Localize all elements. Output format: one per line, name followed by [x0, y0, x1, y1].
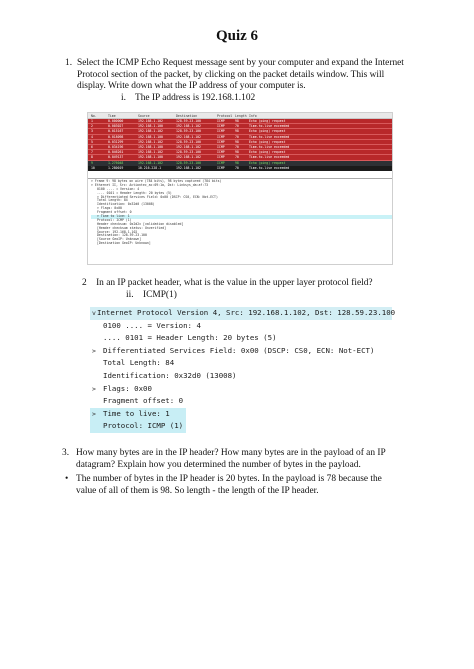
packet-cell-info: Time-to-live exceeded — [249, 124, 290, 129]
packet-cell-dst: 128.59.23.100 — [176, 119, 201, 124]
detail-line[interactable]: [Destination GeoIP: Unknown] — [97, 241, 151, 246]
packet-cell-no: 6 — [91, 145, 93, 150]
question-number: 1. — [65, 58, 73, 68]
packet-cell-proto: ICMP — [217, 134, 225, 139]
packet-cell-len: 98 — [235, 150, 239, 155]
packet-cell-info: Echo (ping) request — [249, 119, 286, 124]
packet-cell-proto: ICMP — [217, 145, 225, 150]
packet-cell-time: 0.046261 — [108, 150, 124, 155]
packet-cell-dst: 128.59.23.100 — [176, 150, 201, 155]
packet-cell-time: 0.034196 — [108, 145, 124, 150]
expand-toggle-icon[interactable]: > — [92, 409, 96, 418]
answer-text: The number of bytes in the IP header is 20 bytes. In the payload is 78 because the value of all of them is 98. So length - the length of the IP header. — [76, 474, 382, 496]
ip-header-line[interactable] — [90, 383, 392, 396]
packet-cell-time: 0.049137 — [108, 155, 124, 160]
packet-cell-proto: ICMP — [217, 139, 225, 144]
ip-header-line[interactable] — [90, 320, 392, 333]
ip-header-line[interactable] — [90, 408, 186, 421]
packet-row[interactable] — [88, 161, 392, 166]
packet-cell-dst: 128.59.23.100 — [176, 129, 201, 134]
packet-cell-src: 192.168.1.102 — [138, 119, 163, 124]
ip-header-text: Protocol: ICMP (1) — [103, 421, 184, 431]
packet-cell-proto: ICMP — [217, 124, 225, 129]
packet-cell-info: Echo (ping) request — [249, 129, 286, 134]
packet-capture-screenshot — [87, 112, 393, 265]
packet-cell-len: 70 — [235, 124, 239, 129]
packet-cell-info: Time-to-live exceeded — [249, 134, 290, 139]
answer-marker: i. — [121, 92, 126, 103]
column-header: No. — [91, 113, 97, 118]
packet-cell-dst: 192.168.1.102 — [176, 155, 201, 160]
question-1 — [65, 58, 407, 104]
question-3-answer — [62, 474, 402, 497]
packet-cell-info: Echo (ping) request — [249, 150, 286, 155]
packet-cell-src: 192.168.1.100 — [138, 145, 163, 150]
question-number: 2 — [82, 278, 87, 288]
ip-header-line[interactable] — [90, 332, 392, 345]
column-header: Info — [249, 113, 257, 118]
packet-cell-info: Time-to-live exceeded — [249, 155, 290, 160]
ip-header-text: Differentiated Services Field: 0x00 (DSCP: CS0, ECN: Not-ECT) — [103, 345, 375, 355]
column-header: Length — [235, 113, 247, 118]
question-number: 3. — [62, 448, 70, 458]
answer-text: The IP address is 192.168.1.102 — [135, 92, 256, 103]
detail-line[interactable]: Source: 192.168.1.102 — [97, 229, 138, 234]
packet-cell-src: 192.168.1.102 — [138, 161, 163, 166]
bullet: • — [65, 474, 69, 484]
ip-header-line[interactable] — [90, 307, 396, 320]
packet-cell-time: 0.003027 — [108, 124, 124, 129]
packet-cell-info: Echo (ping) request — [249, 139, 286, 144]
packet-cell-proto: ICMP — [217, 161, 225, 166]
ip-header-text: Time to live: 1 — [103, 408, 170, 418]
packet-cell-src: 192.168.1.102 — [138, 150, 163, 155]
packet-cell-dst: 128.59.23.100 — [176, 139, 201, 144]
detail-line[interactable]: > Frame 9: 98 bytes on wire (784 bits), 98 bytes captured (784 bits) — [91, 179, 222, 183]
packet-cell-no: 9 — [91, 161, 93, 166]
detail-line[interactable]: Protocol: ICMP (1) — [97, 217, 132, 222]
ip-header-text: 0100 .... = Version: 4 — [103, 320, 201, 330]
packet-cell-time: 0.031299 — [108, 139, 124, 144]
packet-cell-dst: 128.59.23.100 — [176, 161, 201, 166]
packet-cell-info: Echo (ping) request — [249, 161, 286, 166]
packet-cell-len: 70 — [235, 134, 239, 139]
packet-cell-no: 5 — [91, 139, 93, 144]
packet-row[interactable] — [88, 166, 392, 171]
packet-cell-src: 192.168.1.102 — [138, 139, 163, 144]
ip-header-line[interactable] — [90, 345, 392, 358]
expand-toggle-icon[interactable]: > — [92, 384, 96, 393]
packet-cell-time: 1.276048 — [108, 161, 124, 166]
packet-cell-no: 4 — [91, 134, 93, 139]
ip-header-line[interactable] — [90, 370, 392, 383]
detail-line[interactable]: 0100 .... = Version: 4 — [97, 186, 140, 191]
detail-line[interactable]: .... 0101 = Header Length: 20 bytes (5) — [97, 190, 172, 195]
packet-cell-proto: ICMP — [217, 119, 225, 124]
question-text: In an IP packet header, what is the value in the upper layer protocol field? — [96, 278, 373, 288]
page-title: Quiz 6 — [215, 28, 259, 44]
packet-cell-proto: ICMP — [217, 166, 225, 171]
question-text: Select the ICMP Echo Request message sent by your computer and expand the Internet Protocol section of the packet, by clicking on the packet details window. This will display. Write down what the IP address of your computer is. — [77, 58, 404, 92]
packet-cell-proto: ICMP — [217, 155, 225, 160]
detail-line[interactable]: [Header checksum status: Unverified] — [97, 225, 167, 230]
packet-cell-src: 192.168.1.100 — [138, 124, 163, 129]
packet-details — [88, 178, 393, 265]
question-text: How many bytes are in the IP header? How many bytes are in the payload of an IP datagram? Explain how you determined the number of bytes in the payload. — [76, 448, 386, 470]
column-header: Protocol — [217, 113, 233, 118]
packet-cell-src: 192.168.1.102 — [138, 129, 163, 134]
column-header: Destination — [176, 113, 198, 118]
ip-header-line[interactable] — [90, 395, 392, 408]
answer-line — [82, 289, 412, 301]
packet-cell-no: 7 — [91, 150, 93, 155]
packet-cell-no: 10 — [91, 166, 95, 171]
packet-cell-time: 0.018098 — [108, 134, 124, 139]
detail-line[interactable]: Fragment offset: 0 — [97, 210, 132, 215]
packet-cell-len: 98 — [235, 139, 239, 144]
packet-cell-time: 1.280019 — [108, 166, 124, 171]
answer-text: ICMP(1) — [143, 290, 177, 300]
detail-line[interactable]: > Differentiated Services Field: 0x00 (DSCP: CS0, ECN: Not-ECT) — [97, 194, 218, 199]
packet-cell-info: Time-to-live exceeded — [249, 145, 290, 150]
packet-cell-no: 2 — [91, 124, 93, 129]
packet-cell-len: 70 — [235, 155, 239, 160]
packet-cell-no: 8 — [91, 155, 93, 160]
ip-header-text: Total Length: 84 — [103, 358, 175, 368]
packet-cell-proto: ICMP — [217, 129, 225, 134]
packet-cell-proto: ICMP — [217, 150, 225, 155]
packet-cell-len: 98 — [235, 129, 239, 134]
packet-cell-len: 70 — [235, 145, 239, 150]
packet-cell-len: 98 — [235, 161, 239, 166]
ip-header-line[interactable] — [90, 357, 392, 370]
packet-cell-no: 3 — [91, 129, 93, 134]
ip-header-line[interactable] — [90, 420, 186, 433]
packet-cell-time: 0.015167 — [108, 129, 124, 134]
packet-cell-len: 70 — [235, 166, 239, 171]
detail-line[interactable]: Identification: 0x32d0 (13008) — [97, 202, 155, 207]
ip-header-text: Identification: 0x32d0 (13008) — [103, 370, 237, 380]
detail-line[interactable]: > Ethernet II, Src: Actiontec_ac:09:1a, Dst: Linksys_da:af:73 — [91, 182, 209, 187]
detail-line[interactable]: Destination: 128.59.23.100 — [97, 233, 147, 238]
packet-cell-time: 0.000000 — [108, 119, 124, 124]
packet-cell-dst: 192.168.1.102 — [176, 166, 201, 171]
packet-cell-len: 98 — [235, 119, 239, 124]
ip-header-detail-screenshot — [90, 305, 396, 441]
packet-cell-no: 1 — [91, 119, 93, 124]
column-header: Source — [138, 113, 150, 118]
detail-line[interactable]: > Flags: 0x00 — [97, 206, 122, 211]
ip-header-text: .... 0101 = Header Length: 20 bytes (5) — [103, 333, 277, 343]
column-header: Time — [108, 113, 116, 118]
packet-cell-dst: 192.168.1.102 — [176, 145, 201, 150]
packet-cell-src: 10.216.228.1 — [138, 166, 162, 171]
ip-header-text: Internet Protocol Version 4, Src: 192.168.1.102, Dst: 128.59.23.100 — [97, 308, 396, 317]
answer-marker: ii. — [126, 290, 134, 300]
detail-line[interactable]: Header checksum: 0x2d2c [validation disabled] — [97, 221, 184, 226]
detail-line[interactable]: Total Length: 84 — [97, 198, 128, 203]
expand-toggle-icon[interactable]: > — [92, 346, 96, 355]
question-3 — [62, 448, 402, 471]
answer-line — [77, 93, 407, 105]
ip-header-text: Flags: 0x00 — [103, 383, 152, 393]
packet-cell-info: Time-to-live exceeded — [249, 166, 290, 171]
collapse-toggle-icon[interactable]: v — [92, 309, 96, 317]
packet-cell-src: 192.168.1.100 — [138, 134, 163, 139]
packet-list — [88, 119, 392, 171]
question-2 — [82, 277, 412, 301]
packet-cell-src: 192.168.1.100 — [138, 155, 163, 160]
packet-cell-dst: 192.168.1.102 — [176, 124, 201, 129]
detail-line[interactable]: [Source GeoIP: Unknown] — [97, 237, 142, 242]
packet-cell-dst: 192.168.1.102 — [176, 134, 201, 139]
detail-line[interactable]: > Time to live: 1 — [91, 215, 393, 219]
ip-header-text: Fragment offset: 0 — [103, 396, 184, 406]
